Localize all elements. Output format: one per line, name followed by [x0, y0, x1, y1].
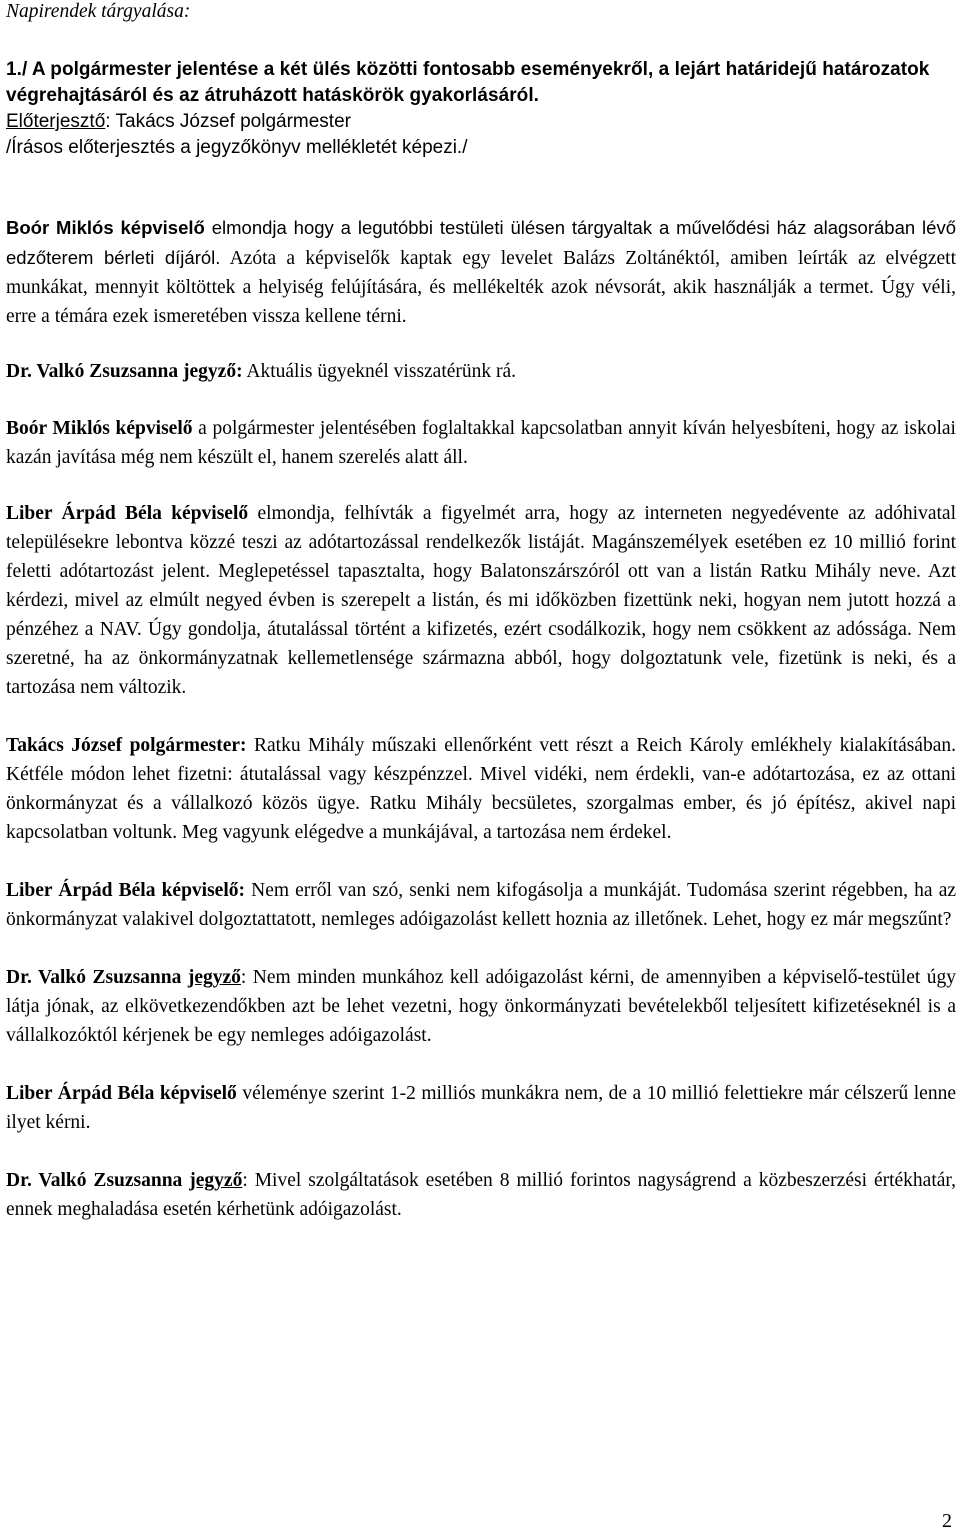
speaker-name: Dr. Valkó Zsuzsanna	[6, 967, 188, 988]
paragraph-9	[6, 1166, 956, 1224]
paragraph-text: véleménye szerint 1-2 milliós munkákra nem, de a 10 millió felettiekre már célszerű lenne ilyet kérni.	[6, 1083, 956, 1133]
speaker-name: Liber Árpád Béla képviselő:	[6, 880, 245, 901]
agenda-item-1-note: /Írásos előterjesztés a jegyzőkönyv mellékletét képezi./	[6, 137, 468, 158]
paragraph-text: a polgármester jelentésében foglaltakkal kapcsolatban annyit kíván helyesbíteni, hogy az iskolai kazán javítása még nem készült el, hanem szerelés alatt áll.	[6, 418, 956, 468]
paragraph-text: : Nem minden munkához kell adóigazolást kérni, de amennyiben a képviselő-testület úgy látja jónak, az elkövetkezendőkben azt be lehet vezetni, hogy önkormányzati bevételekből teljesített kifizetéseknél is a vállalkozóktól kérjenek be egy nemleges adóigazolást.	[6, 967, 957, 1046]
paragraph-text: : Mivel szolgáltatások esetében 8 millió forintos nagyságrend a közbeszerzési értékhatár, ennek meghaladása esetén kérhetünk adóigazolást.	[6, 1170, 956, 1220]
speaker-name: Dr. Valkó Zsuzsanna	[6, 1170, 190, 1191]
speaker-title: jegyző	[189, 1170, 243, 1191]
presenter-label: Előterjesztő	[6, 111, 106, 132]
paragraph-5	[6, 731, 956, 847]
page-number: 2	[942, 1510, 952, 1532]
agenda-item-1-title: 1./ A polgármester jelentése a két ülés közötti fontosabb eseményekről, a lejárt határidejű határozatok végrehajtásáról és az átruházott hatáskörök gyakorlásáról.	[6, 59, 930, 106]
speaker-title: jegyző	[187, 967, 241, 988]
paragraph-2	[6, 357, 956, 386]
speaker-name: Liber Árpád Béla képviselő	[6, 503, 249, 524]
paragraph-text: Nem erről van szó, senki nem kifogásolja a munkáját. Tudomása szerint régebben, ha az önkormányzat valakivel dolgoztattatott, nemleges adóigazolást kellett hoznia az illetőnek. Lehet, hogy ez már megszűnt?	[6, 880, 956, 930]
speaker-name: Boór Miklós képviselő	[6, 418, 193, 439]
paragraph-text: Ratku Mihály műszaki ellenőrként vett részt a Reich Károly emlékhely kialakításában. Kétféle módon lehet fizetni: átutalással vagy készpénzzel. Mivel vidéki, nem érdekli, van-e adótartozása, ez az ottani önkormányzat és a vállalkozó közös ügye. Ratku Mihály becsületes, szorgalmas ember, és jó építész, akivel napi kapcsolatban voltunk. Meg vagyunk elégedve a munkájával, a tartozása nem érdekel.	[6, 735, 956, 843]
document-page	[6, 0, 956, 1224]
paragraph-text: Aktuális ügyeknél visszatérünk rá.	[242, 361, 517, 382]
paragraph-text: elmondja, felhívták a figyelmét arra, hogy az interneten negyedévente az adóhivatal településekre lebontva közzé teszi az adótartozással rendelkezők listáját. Magánszemélyek esetében ez 10 millió forint feletti adótartozást jelent. Meglepetéssel tapasztalta, hogy Balatonszárszóról ott van a listán Ratku Mihály neve. Azt kérdezi, mivel az elmúlt negyed évben is szerepelt a listán, és mi időközben fizettünk neki, hogyan nem jutott hozzá a pénzéhez a NAV. Úgy gondolja, átutalással történt a kifizetés, ezért csodálkozik, hogy nem csökkent az adóssága. Nem szeretné, ha az önkormányzatnak kellemetlensége származna abból, hogy dolgoztatunk vele, fizetünk is neki, és a tartozása nem változik.	[6, 503, 956, 698]
speaker-name: Boór Miklós képviselő	[6, 217, 205, 238]
paragraph-text-sans: elmondja hogy a legutóbbi testületi ülésen tárgyaltak a művelődési ház alagsorában lévő edzőterem bérleti díjáról.	[6, 217, 956, 268]
paragraph-1	[6, 213, 956, 331]
speaker-name: Liber Árpád Béla képviselő	[6, 1083, 237, 1104]
paragraph-4	[6, 499, 956, 702]
presenter-name: : Takács József polgármester	[105, 111, 351, 132]
paragraph-3	[6, 414, 956, 472]
speaker-name: Dr. Valkó Zsuzsanna jegyző:	[6, 361, 243, 382]
speaker-name: Takács József polgármester:	[6, 735, 247, 756]
paragraph-7	[6, 963, 956, 1050]
paragraph-8	[6, 1079, 956, 1137]
paragraph-6	[6, 876, 956, 934]
agenda-heading: Napirendek tárgyalása:	[6, 1, 191, 22]
paragraph-text: Azóta a képviselők kaptak egy levelet Balázs Zoltánéktól, amiben leírták az elvégzett munkákat, mennyit költöttek a helyiség felújítására, és mellékelték azok névsorát, akik használják a termet. Úgy véli, erre a témára ezek ismeretében vissza kellene térni.	[6, 248, 956, 327]
agenda-item-1-presenter	[6, 109, 956, 135]
